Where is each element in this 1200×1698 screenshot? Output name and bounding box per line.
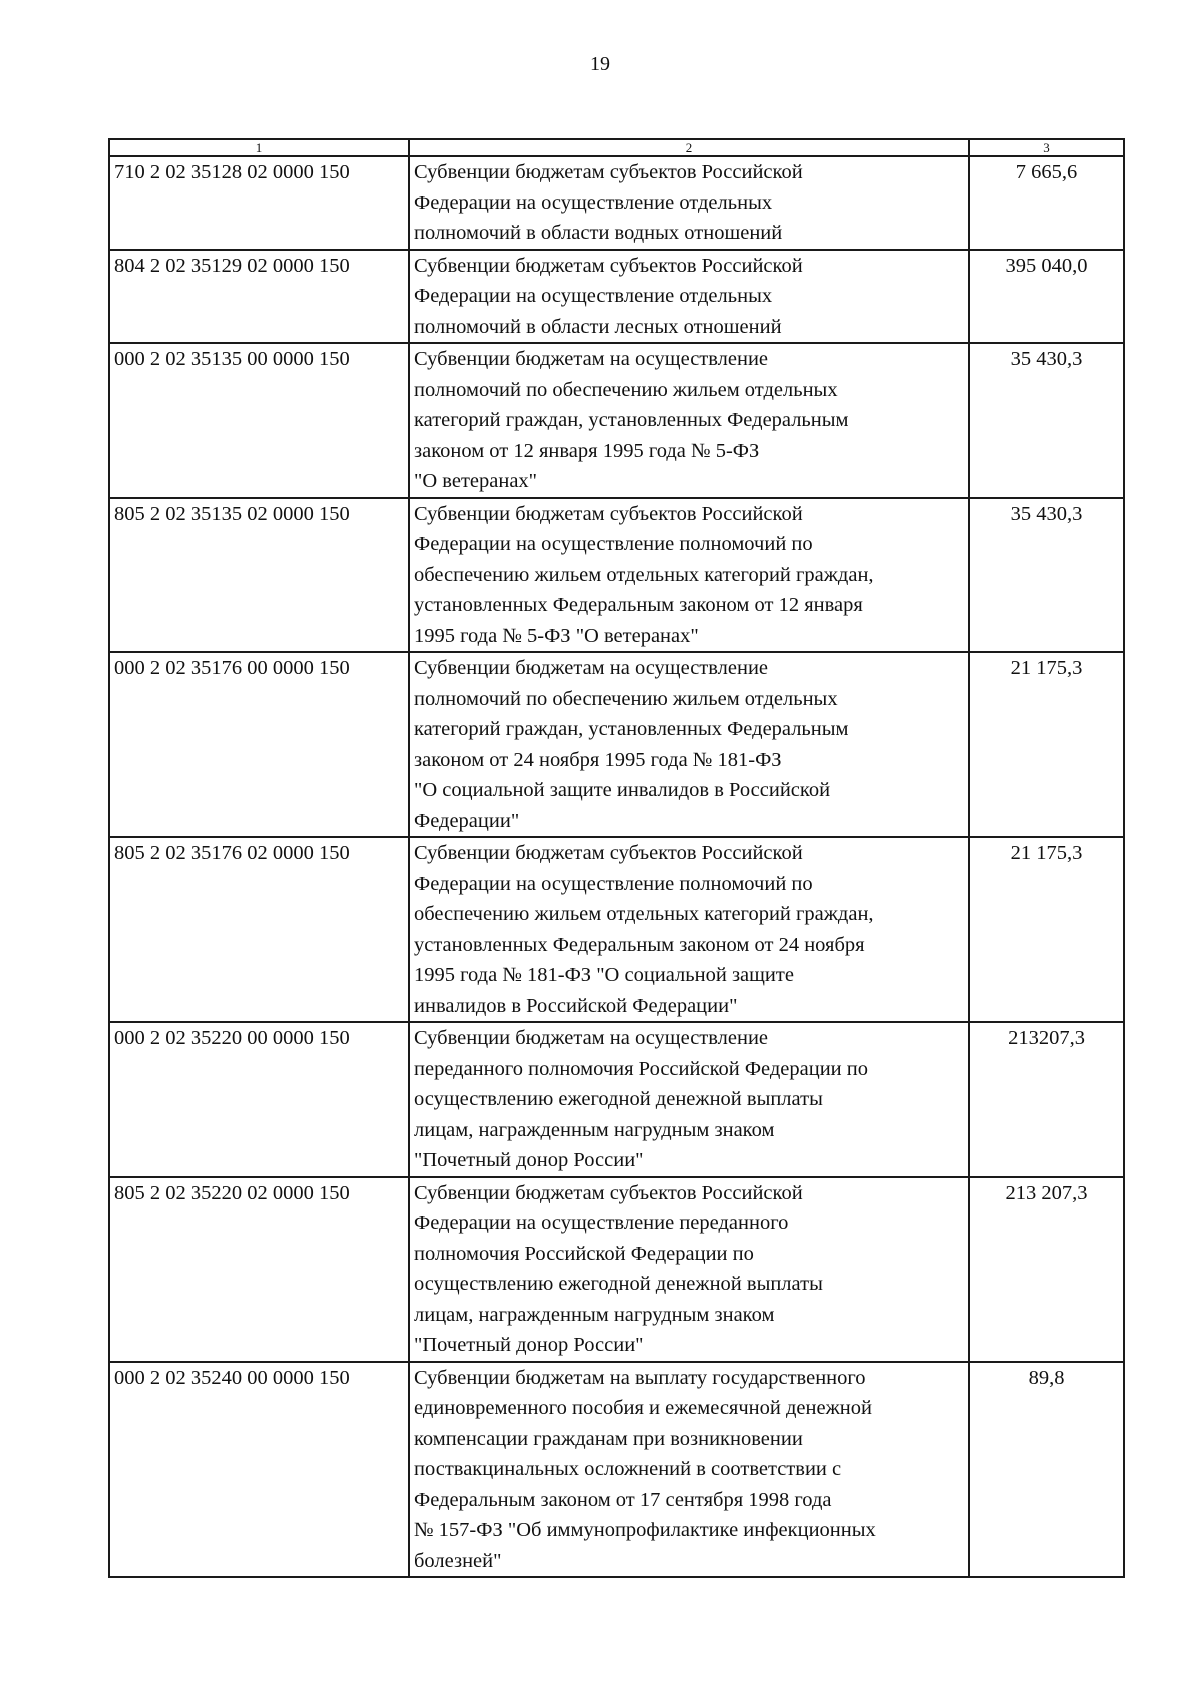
description: [409, 1022, 969, 1177]
description-line: категорий граждан, установленных Федеральным: [414, 718, 849, 740]
description-line: законом от 12 января 1995 года № 5-ФЗ: [414, 439, 760, 462]
description-line: "Почетный донор России": [414, 1149, 644, 1171]
page-number: 19: [590, 53, 610, 75]
description-line: Федерации на осуществление переданного: [414, 1212, 789, 1234]
amount: 7 665,6: [969, 156, 1124, 250]
budget-code: 710 2 02 35128 02 0000 150: [109, 156, 409, 250]
description: [409, 652, 969, 837]
table-header-row: [109, 139, 1124, 156]
description: [409, 837, 969, 1022]
description-line: 1995 года № 5-ФЗ "О ветеранах": [414, 624, 699, 647]
budget-code: 805 2 02 35135 02 0000 150: [109, 498, 409, 653]
description-line: полномочий по обеспечению жильем отдельных: [414, 378, 838, 401]
table-row: [109, 652, 1124, 837]
description-line: осуществлению ежегодной денежной выплаты: [414, 1088, 823, 1110]
description-line: лицам, награжденным нагрудным знаком: [414, 1303, 775, 1326]
description-line: Федеральным законом от 17 сентября 1998 года: [414, 1488, 832, 1511]
description-line: законом от 24 ноября 1995 года № 181-ФЗ: [414, 748, 782, 771]
description: [409, 1177, 969, 1362]
table-row: [109, 498, 1124, 653]
description-line: Субвенции бюджетам субъектов Российской: [414, 842, 803, 864]
description-line: Субвенции бюджетам на осуществление: [414, 657, 769, 679]
description-line: лицам, награжденным нагрудным знаком: [414, 1118, 775, 1141]
table-row: [109, 837, 1124, 1022]
description: [409, 498, 969, 653]
description-line: обеспечению жильем отдельных категорий граждан,: [414, 563, 874, 586]
description-line: Федерации": [414, 809, 520, 832]
description-line: "О ветеранах": [414, 470, 538, 492]
table-row: [109, 156, 1124, 250]
table-row: [109, 1022, 1124, 1177]
budget-table: [108, 138, 1125, 1578]
description-line: "О социальной защите инвалидов в Российской: [414, 779, 831, 801]
description-line: 1995 года № 181-ФЗ "О социальной защите: [414, 964, 794, 986]
description-line: Федерации на осуществление полномочий по: [414, 533, 813, 555]
description: [409, 343, 969, 498]
column-number-2: 2: [409, 139, 969, 156]
amount: 213207,3: [969, 1022, 1124, 1177]
amount: 21 175,3: [969, 652, 1124, 837]
description: [409, 250, 969, 344]
description-line: Федерации на осуществление отдельных: [414, 285, 773, 307]
table-row: [109, 1177, 1124, 1362]
table-row: [109, 250, 1124, 344]
column-number-3: 3: [969, 139, 1124, 156]
budget-code: 805 2 02 35176 02 0000 150: [109, 837, 409, 1022]
amount: 35 430,3: [969, 498, 1124, 653]
description-line: поствакцинальных осложнений в соответствии с: [414, 1458, 842, 1480]
description: [409, 156, 969, 250]
budget-code: 000 2 02 35240 00 0000 150: [109, 1362, 409, 1578]
description-line: полномочий по обеспечению жильем отдельных: [414, 687, 838, 710]
description-line: категорий граждан, установленных Федеральным: [414, 409, 849, 431]
amount: 213 207,3: [969, 1177, 1124, 1362]
description-line: "Почетный донор России": [414, 1334, 644, 1356]
description-line: установленных Федеральным законом от 24 ноября: [414, 933, 865, 956]
amount: 395 040,0: [969, 250, 1124, 344]
description-line: полномочия Российской Федерации по: [414, 1242, 754, 1265]
column-number-1: 1: [109, 139, 409, 156]
description-line: осуществлению ежегодной денежной выплаты: [414, 1273, 823, 1295]
description-line: полномочий в области водных отношений: [414, 222, 783, 244]
description-line: Субвенции бюджетам субъектов Российской: [414, 161, 803, 183]
description-line: обеспечению жильем отдельных категорий граждан,: [414, 903, 874, 925]
table-row: [109, 1362, 1124, 1578]
amount: 89,8: [969, 1362, 1124, 1578]
amount: 35 430,3: [969, 343, 1124, 498]
description-line: установленных Федеральным законом от 12 января: [414, 594, 863, 616]
description-line: Субвенции бюджетам на осуществление: [414, 1027, 769, 1049]
description-line: Субвенции бюджетам субъектов Российской: [414, 1181, 803, 1204]
description-line: Субвенции бюджетам на осуществление: [414, 348, 769, 370]
budget-code: 000 2 02 35220 00 0000 150: [109, 1022, 409, 1177]
description-line: Федерации на осуществление полномочий по: [414, 872, 813, 895]
description: [409, 1362, 969, 1578]
description-line: переданного полномочия Российской Федерации по: [414, 1057, 868, 1080]
description-line: Субвенции бюджетам субъектов Российской: [414, 502, 803, 525]
description-line: № 157-ФЗ "Об иммунопрофилактике инфекционных: [414, 1519, 876, 1541]
budget-code: 805 2 02 35220 02 0000 150: [109, 1177, 409, 1362]
description-line: единовременного пособия и ежемесячной денежной: [414, 1397, 872, 1419]
description-line: инвалидов в Российской Федерации": [414, 994, 738, 1017]
table-row: [109, 343, 1124, 498]
budget-code: 000 2 02 35176 00 0000 150: [109, 652, 409, 837]
budget-code: 804 2 02 35129 02 0000 150: [109, 250, 409, 344]
description-line: Субвенции бюджетам субъектов Российской: [414, 254, 803, 277]
description-line: Субвенции бюджетам на выплату государственного: [414, 1366, 866, 1389]
description-line: болезней": [414, 1549, 502, 1572]
amount: 21 175,3: [969, 837, 1124, 1022]
budget-code: 000 2 02 35135 00 0000 150: [109, 343, 409, 498]
description-line: Федерации на осуществление отдельных: [414, 191, 773, 214]
description-line: компенсации гражданам при возникновении: [414, 1427, 803, 1450]
description-line: полномочий в области лесных отношений: [414, 315, 782, 338]
